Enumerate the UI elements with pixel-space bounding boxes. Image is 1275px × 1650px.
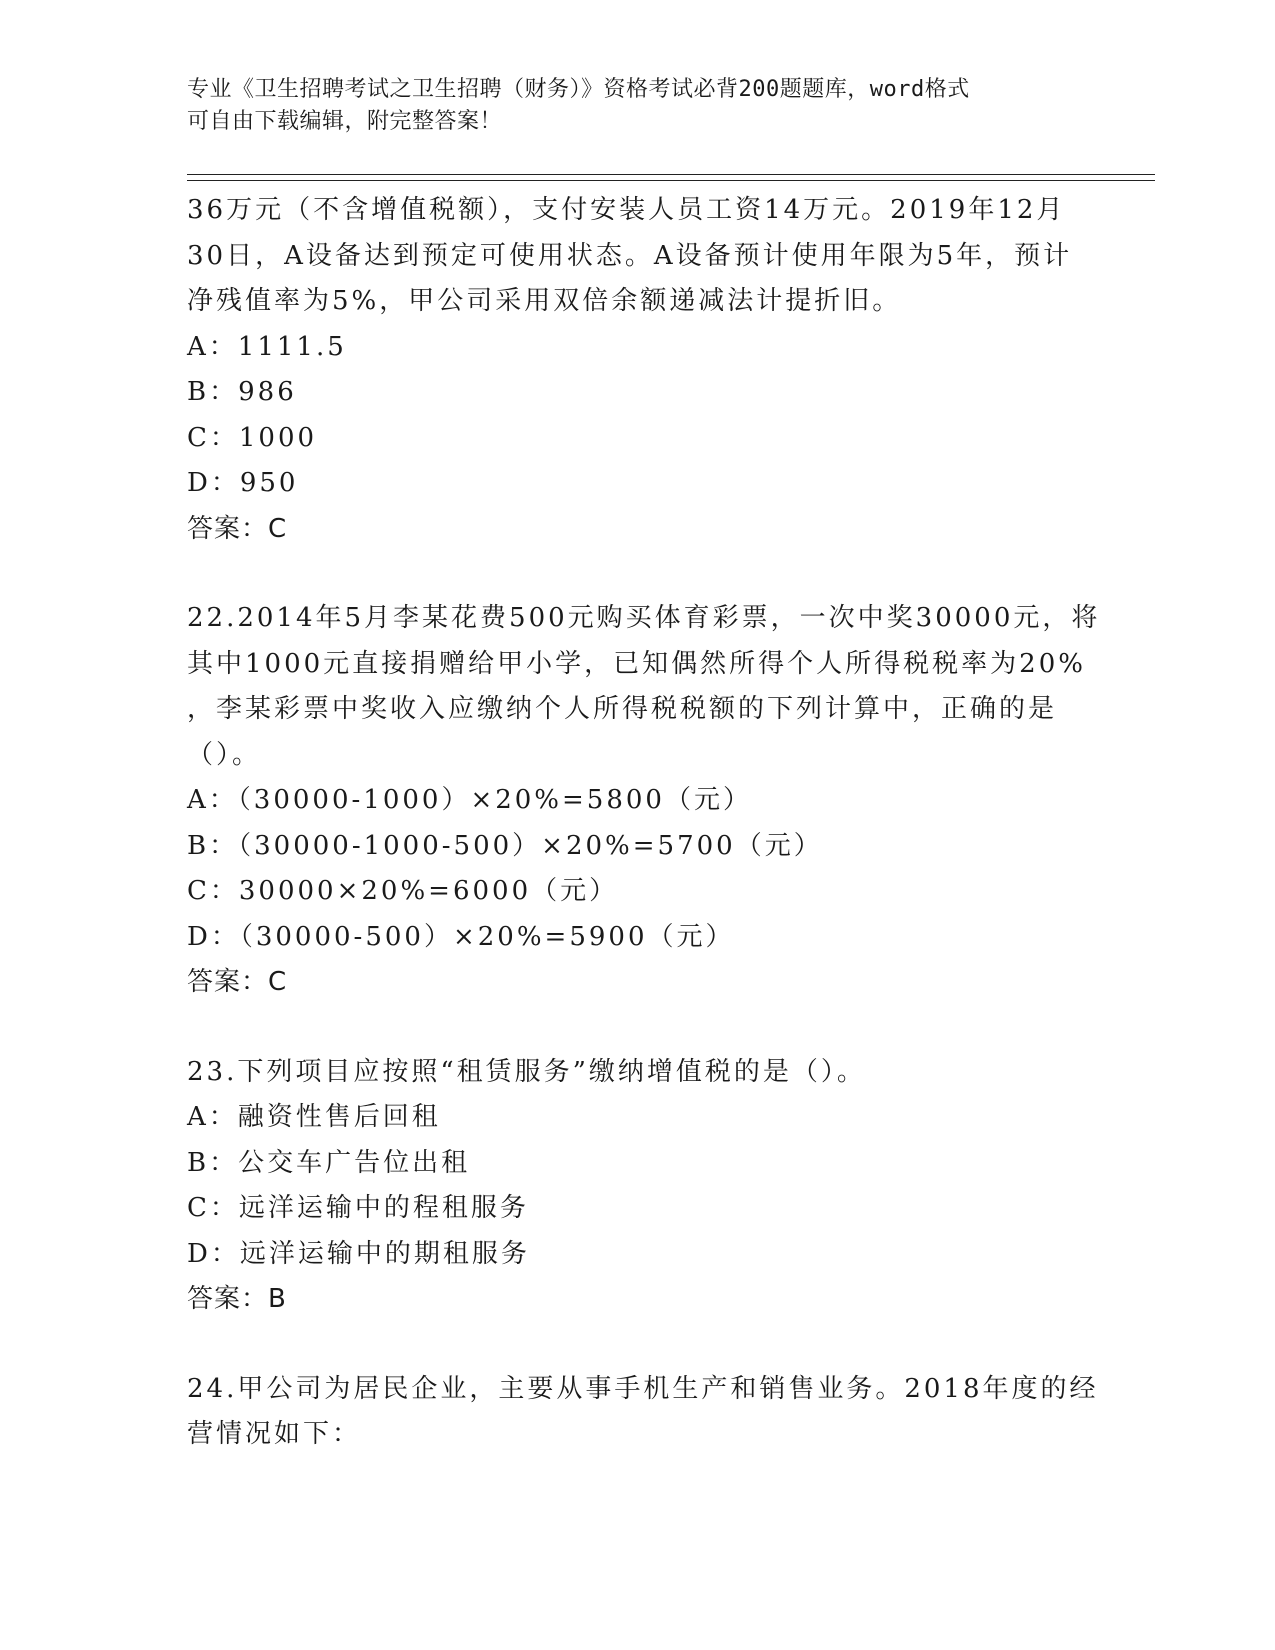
answer-label: 答案：C (187, 967, 288, 997)
question-22 (187, 596, 1101, 1006)
question-stem-line: 22.2014年5月李某花费500元购买体育彩票，一次中奖30000元，将 (187, 603, 1101, 633)
option-a: A：1111.5 (187, 331, 347, 362)
question-list (187, 188, 1101, 1458)
question-stem-line: 36万元（不含增值税额），支付安装人员工资14万元。2019年12月 (187, 195, 1066, 225)
answer-label: 答案：B (187, 1284, 287, 1314)
question-stem-line: 净残值率为5%，甲公司采用双倍余额递减法计提折旧。 (187, 286, 902, 316)
option-a: A：融资性售后回租 (187, 1102, 441, 1132)
question-23 (187, 1050, 1087, 1323)
header-divider-bottom (187, 180, 1155, 181)
question-stem-line: （）。 (187, 739, 262, 770)
option-d: D：远洋运输中的期租服务 (187, 1238, 530, 1269)
question-stem-line: ，李某彩票中奖收入应缴纳个人所得税税额的下列计算中，正确的是 (187, 694, 1058, 724)
question-stem-line: 24.甲公司为居民企业，主要从事手机生产和销售业务。2018年度的经 (187, 1373, 1099, 1404)
question-stem-line: 营情况如下： (187, 1419, 362, 1449)
question-24 (187, 1367, 1099, 1458)
document-header (187, 74, 1087, 138)
question-spacer (187, 1323, 1087, 1367)
question-21 (187, 188, 1087, 552)
header-title-line-1: 专业《卫生招聘考试之卫生招聘（财务）》资格考试必背200题题库，word格式 (187, 77, 970, 102)
header-title-line-2: 可自由下载编辑，附完整答案！ (187, 109, 503, 134)
question-spacer (187, 1006, 1087, 1050)
question-stem-line: 其中1000元直接捐赠给甲小学，已知偶然所得个人所得税税率为20% (187, 648, 1086, 679)
answer-label: 答案：C (187, 513, 288, 544)
option-b: B：986 (187, 377, 297, 407)
option-a: A：（30000-1000）×20%=5800（元） (187, 785, 752, 815)
header-divider-top (187, 174, 1155, 175)
option-b: B：公交车广告位出租 (187, 1147, 471, 1178)
option-c: C：远洋运输中的程租服务 (187, 1193, 529, 1223)
question-spacer (187, 552, 1087, 596)
option-c: C：1000 (187, 422, 318, 453)
question-stem-line: 23.下列项目应按照“租赁服务”缴纳增值税的是（）。 (187, 1056, 866, 1087)
option-d: D：950 (187, 468, 299, 498)
option-c: C：30000×20%=6000（元） (187, 876, 619, 906)
option-b: B：（30000-1000-500）×20%=5700（元） (187, 830, 823, 861)
option-d: D：（30000-500）×20%=5900（元） (187, 921, 735, 952)
question-stem-line: 30日，A设备达到预定可使用状态。A设备预计使用年限为5年，预计 (187, 240, 1073, 271)
